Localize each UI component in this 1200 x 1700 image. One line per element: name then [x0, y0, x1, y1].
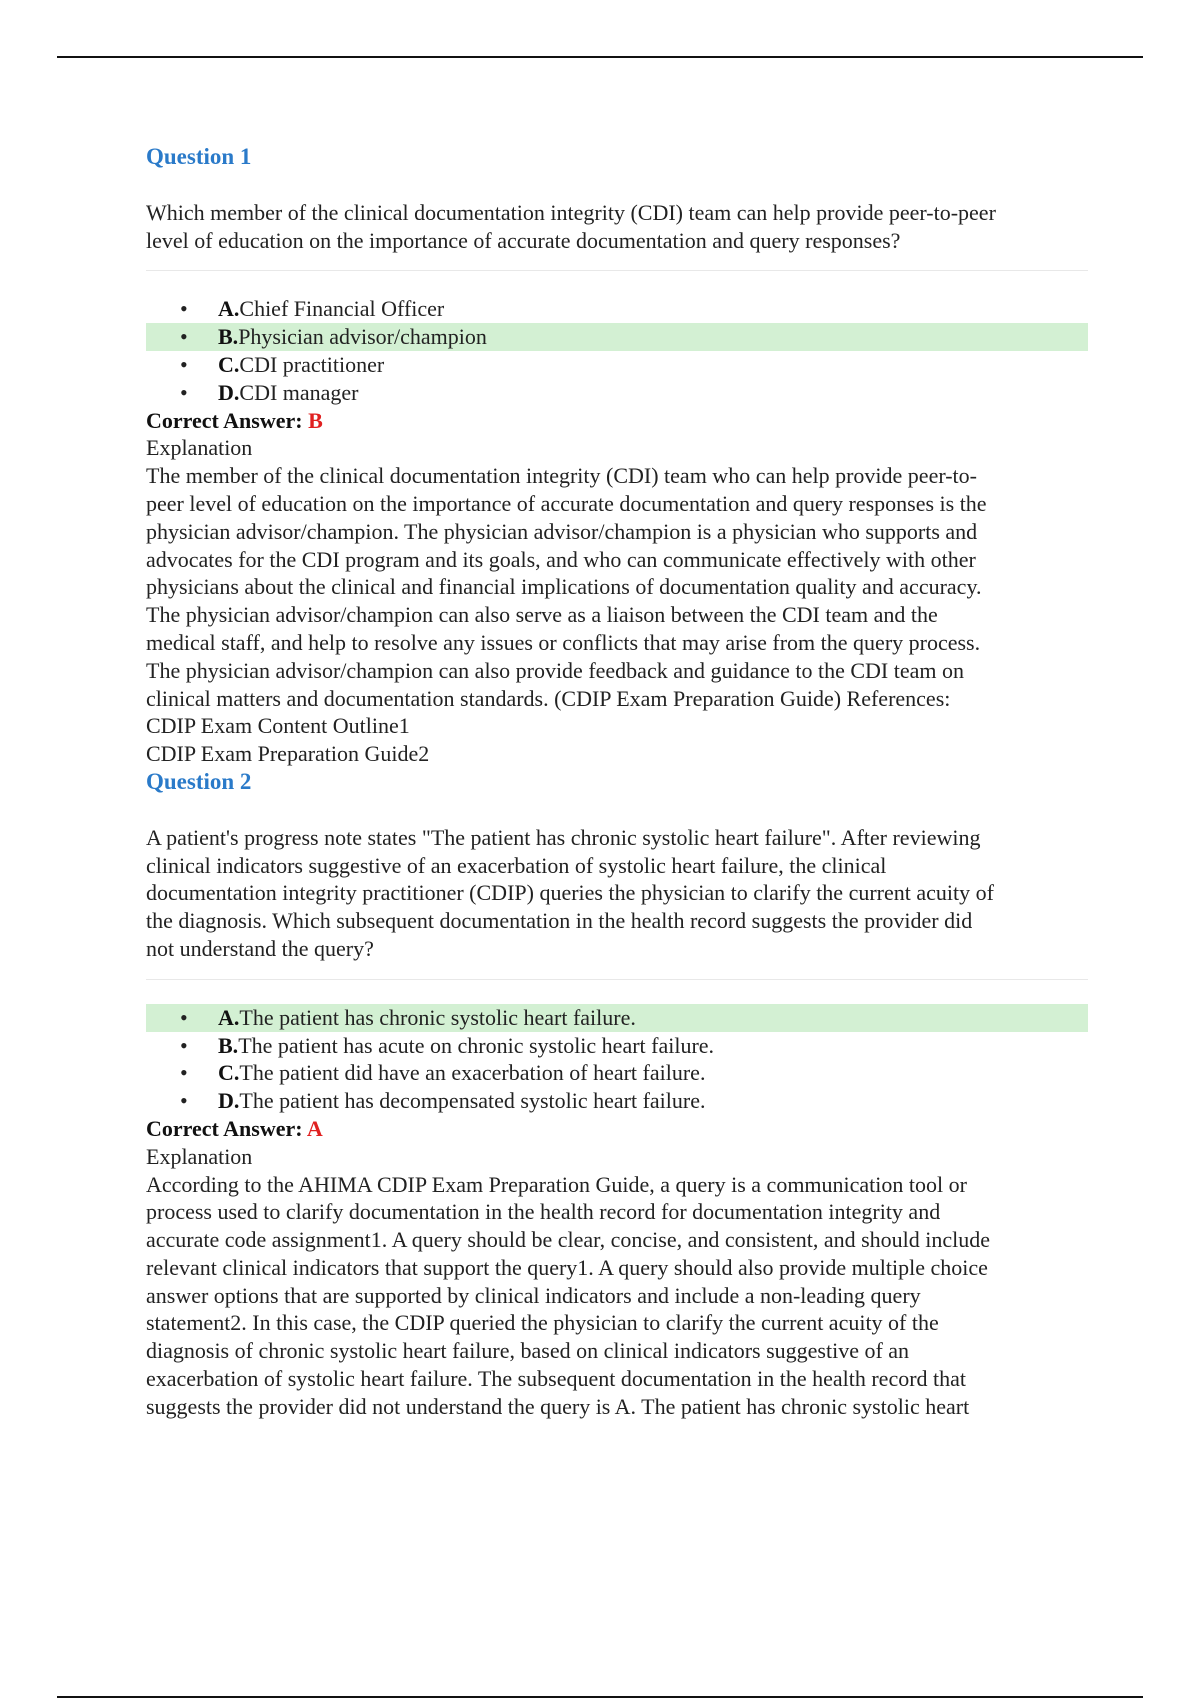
explanation-label: Explanation [146, 435, 253, 461]
option-letter: B. [218, 324, 239, 350]
option-d [146, 379, 1088, 407]
option-text: The patient has acute on chronic systolic heart failure. [238, 1032, 715, 1058]
option-text: The patient has decompensated systolic heart failure. [239, 1088, 706, 1114]
option-a [146, 295, 1088, 323]
option-text: The patient did have an exacerbation of heart failure. [239, 1060, 706, 1086]
question-text: Which member of the clinical documentation integrity (CDI) team can help provide peer-to-peer level of education on the importance of accurate documentation and query responses? [146, 199, 996, 253]
option-b [146, 1032, 1088, 1060]
bullet-icon: • [180, 379, 188, 405]
option-text: Chief Financial Officer [239, 296, 445, 322]
option-letter: A. [218, 1004, 240, 1030]
correct-answer-letter: A [306, 1115, 323, 1141]
header-rule [57, 56, 1143, 58]
bullet-icon: • [180, 296, 188, 322]
bullet-icon: • [180, 324, 188, 350]
question-title: Question 2 [146, 768, 252, 794]
option-text: CDI practitioner [239, 351, 385, 377]
option-text: CDI manager [239, 379, 359, 405]
explanation-label: Explanation [146, 1143, 253, 1169]
bullet-icon: • [180, 1032, 188, 1058]
explanation-text: The member of the clinical documentation integrity (CDI) team who can help provide peer-to- peer level of education on the importance of accurate documentation and query responses is the physician advisor/champion. The physician advisor/champion is a physician who supports and advocates for the CDI program and its goals, and who can communicate effectively with other physicians about the clinical and financial implications of documentation quality and accuracy. The physician advisor/champion can also serve as a liaison between the CDI team and the medical staff, and help to resolve any issues or conflicts that may arise from the query process. The physician advisor/champion can also provide feedback and guidance to the CDI team on clinical matters and documentation standards. (CDIP Exam Preparation Guide) References: [146, 463, 987, 711]
document-body [146, 143, 1088, 1421]
divider [146, 270, 1088, 271]
bullet-icon: • [180, 1060, 188, 1086]
correct-answer-label: Correct Answer: [146, 1115, 307, 1141]
footer-rule [57, 1696, 1143, 1698]
question-2 [146, 768, 1088, 1421]
question-1 [146, 143, 1088, 768]
correct-answer [146, 1115, 1088, 1143]
bullet-icon: • [180, 351, 188, 377]
correct-answer [146, 407, 1088, 435]
explanation-text: According to the AHIMA CDIP Exam Preparation Guide, a query is a communication tool or process used to clarify documentation in the health record for documentation integrity and accurate code assignment1. A query should be clear, concise, and consistent, and should include relevant clinical indicators that support the query1. A query should also provide multiple choice answer options that are supported by clinical indicators and include a non-leading query statement2. In this case, the CDIP queried the physician to clarify the current acuity of the diagnosis of chronic systolic heart failure, based on clinical indicators suggestive of an exacerbation of systolic heart failure. The subsequent documentation in the health record that suggests the provider did not understand the query is A. The patient has chronic systolic heart [146, 1171, 991, 1419]
option-d [146, 1087, 1088, 1115]
option-text: Physician advisor/champion [238, 324, 487, 350]
option-letter: D. [218, 1088, 240, 1114]
option-letter: C. [218, 1060, 240, 1086]
option-text: The patient has chronic systolic heart failure. [239, 1004, 636, 1030]
option-c [146, 351, 1088, 379]
bullet-icon: • [180, 1004, 188, 1030]
option-b [146, 323, 1088, 351]
option-a [146, 1004, 1088, 1032]
correct-answer-letter: B [308, 407, 323, 433]
bullet-icon: • [180, 1088, 188, 1114]
option-letter: A. [218, 296, 240, 322]
option-letter: C. [218, 351, 240, 377]
option-c [146, 1059, 1088, 1087]
reference-2: CDIP Exam Preparation Guide2 [146, 741, 430, 767]
options-list [146, 295, 1088, 406]
question-title: Question 1 [146, 144, 252, 169]
divider [146, 979, 1088, 980]
options-list [146, 1004, 1088, 1115]
correct-answer-label: Correct Answer: [146, 407, 309, 433]
reference-1: CDIP Exam Content Outline1 [146, 713, 410, 739]
option-letter: D. [218, 379, 240, 405]
option-letter: B. [218, 1032, 239, 1058]
question-text: A patient's progress note states "The patient has chronic systolic heart failure". After reviewing clinical indicators suggestive of an exacerbation of systolic heart failure, the clinical documentation integrity practitioner (CDIP) queries the physician to clarify the current acuity of the diagnosis. Which subsequent documentation in the health record suggests the provider did not understand the query? [146, 824, 994, 961]
